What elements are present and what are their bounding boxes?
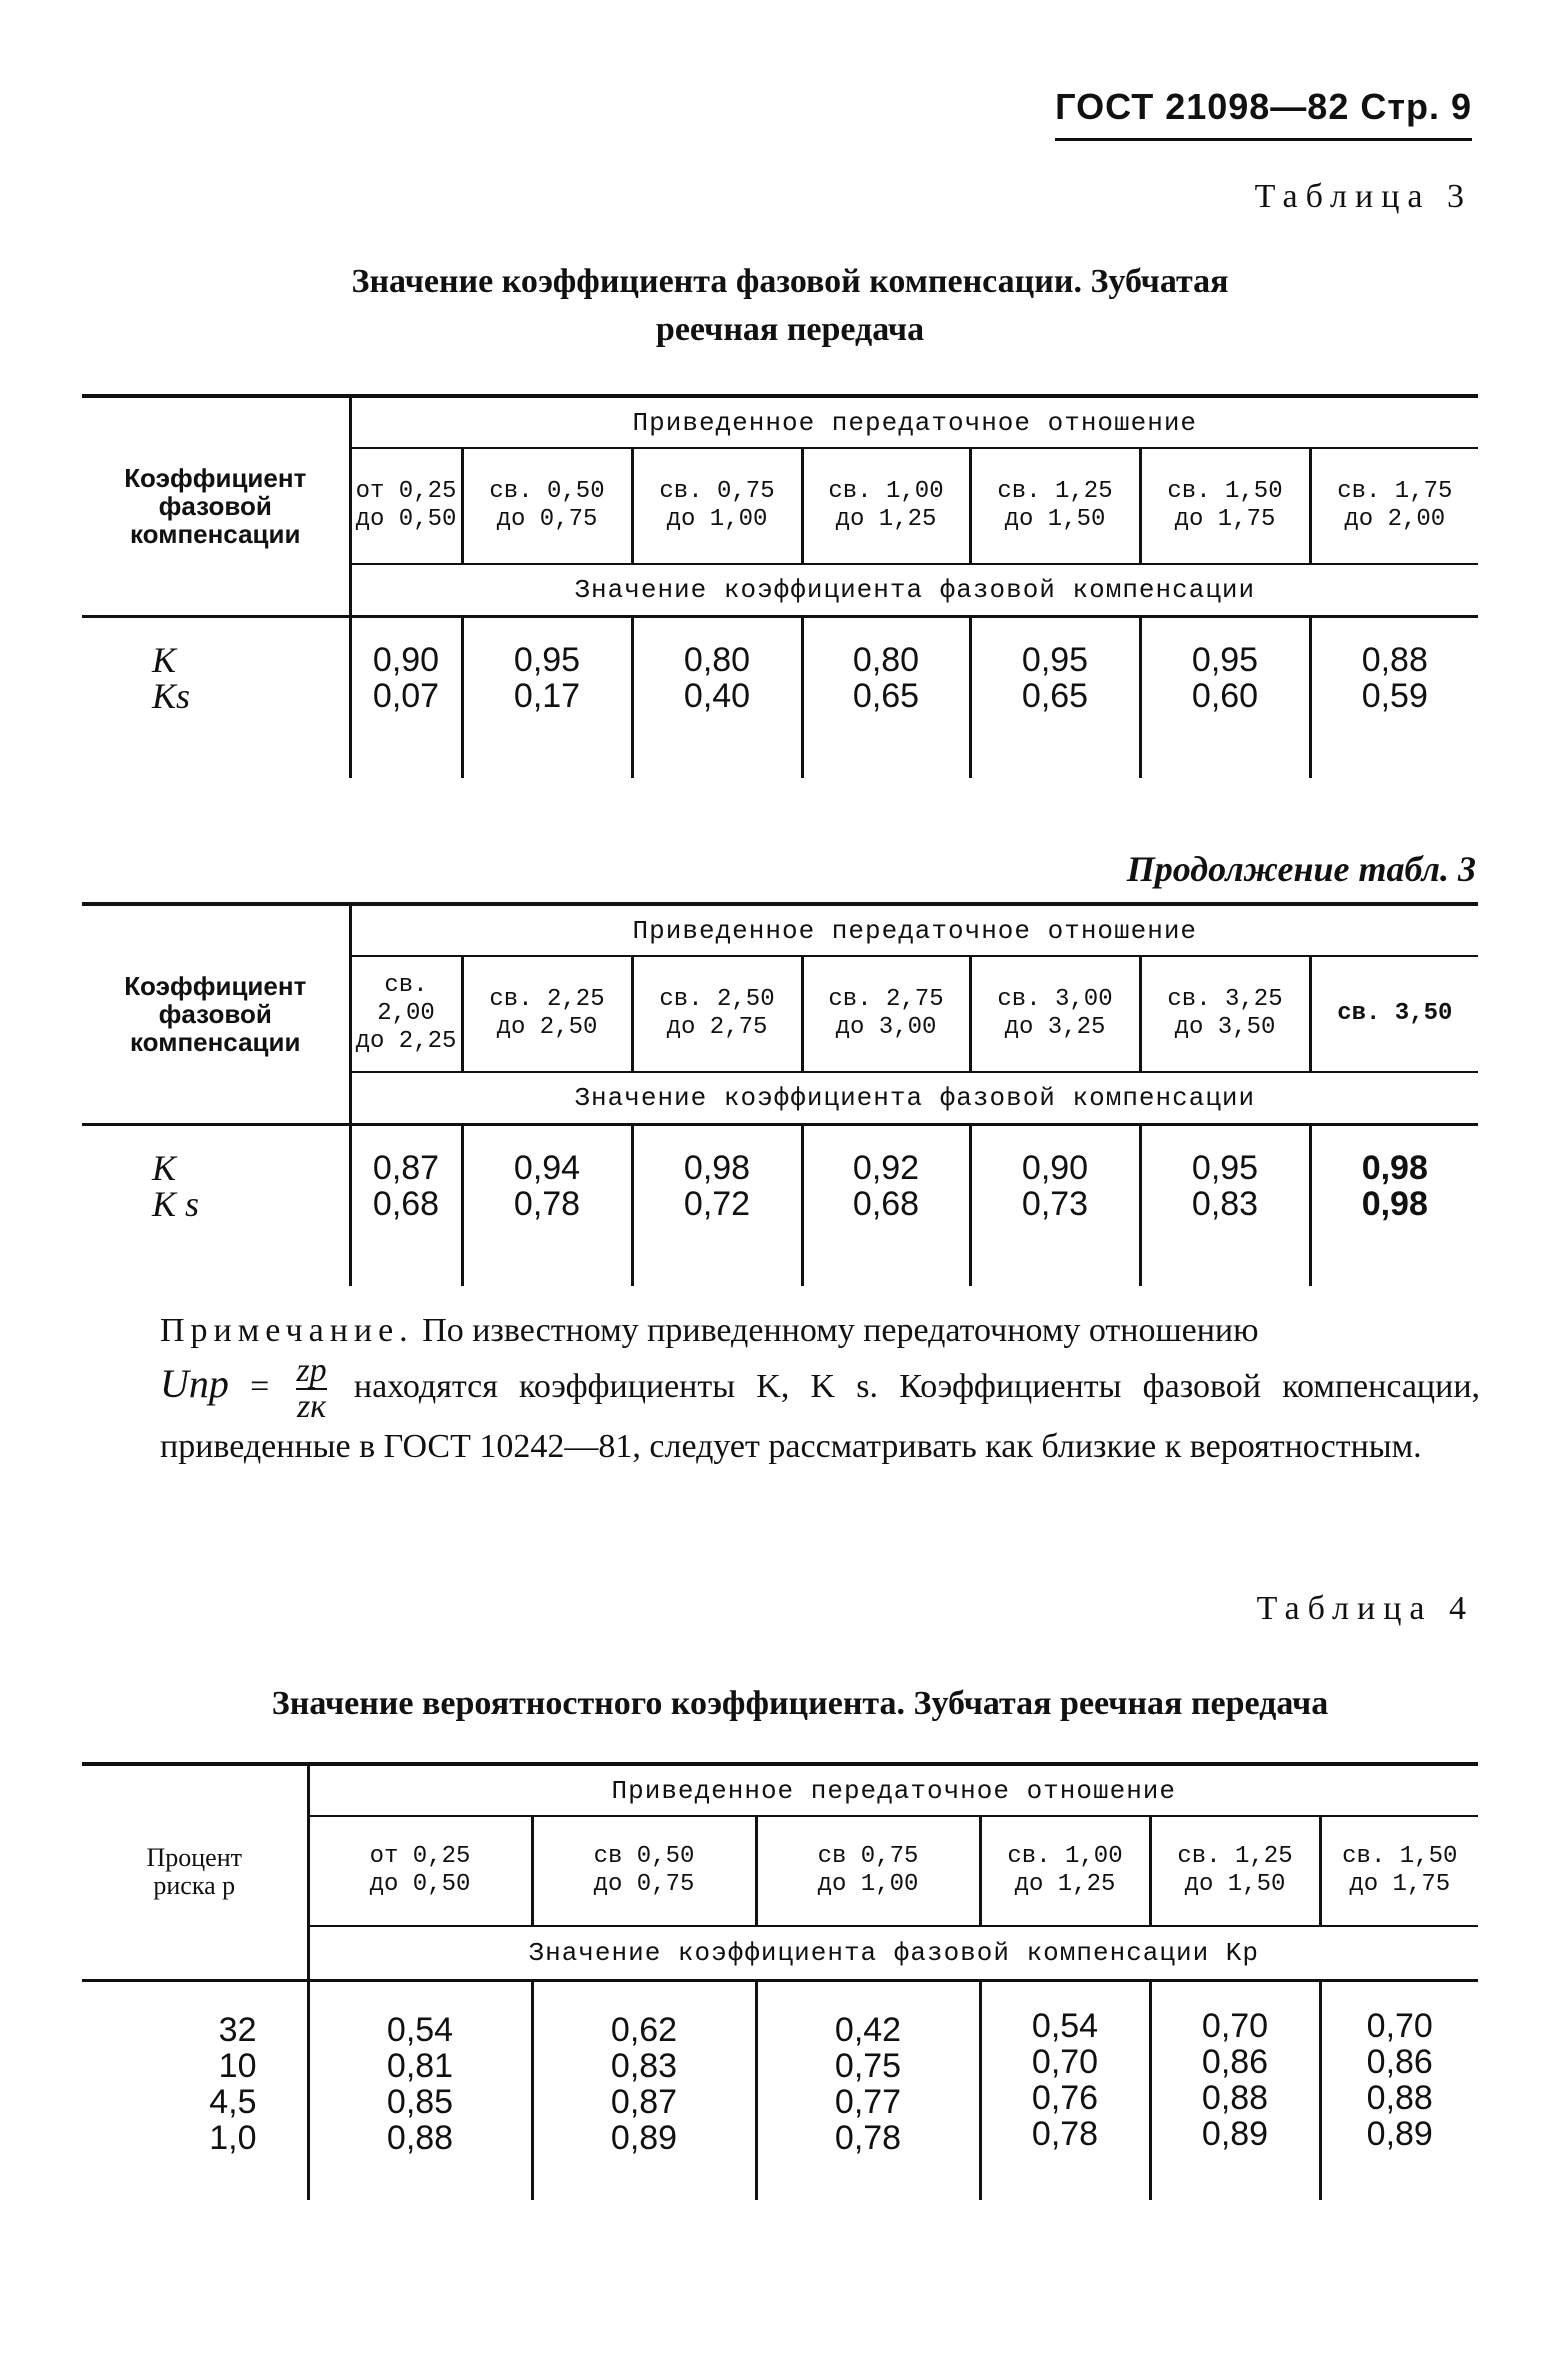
table4-sub-header: Значение коэффициента фазовой компенсации Kp — [308, 1926, 1478, 1980]
table3-continuation — [82, 902, 1478, 1286]
table3b-col-4: св. 2,75 до 3,00 — [802, 956, 970, 1072]
table4-group-header: Приведенное передаточное отношение — [308, 1764, 1478, 1816]
table3-sub-header: Значение коэффициента фазовой компенсации — [350, 564, 1478, 616]
table3-title — [80, 258, 1500, 354]
table3b-col-1: св. 2,00 до 2,25 — [350, 956, 462, 1072]
table3-values-col-2: 0,95 0,17 — [462, 616, 632, 778]
table3b-group-header: Приведенное передаточное отношение — [350, 904, 1478, 956]
table4-col-3: св 0,75 до 1,00 — [756, 1816, 980, 1926]
table3-col-6: св. 1,50 до 1,75 — [1140, 448, 1310, 564]
table4-title: Значение вероятностного коэффициента. Зубчатая реечная передача — [271, 1685, 1329, 1722]
note-fraction: $\frac{zp}{zк}$ — [296, 1352, 327, 1425]
table3-note: Примечание. По известному приведенному передаточному отношению Uпр = $\frac{zp}{zк}$ находятся коэффициенты K, K s. Коэффициенты фазовой компенсации, приведенные в ГОСТ 10242—81, следует рассматривать как близкие к вероятностным. — [160, 1312, 1481, 1465]
table3-values-col-3: 0,80 0,40 — [632, 616, 802, 778]
table4-values-col-1: 0,54 0,81 0,85 0,88 — [308, 1980, 532, 2200]
table3-col-4: св. 1,00 до 1,25 — [802, 448, 970, 564]
table3-values-col-6: 0,95 0,60 — [1140, 616, 1310, 778]
table4-col-1: от 0,25 до 0,50 — [308, 1816, 532, 1926]
note-text3: Коэффициенты фазовой компенсации, приведенные в ГОСТ 10242—81, следует рассматривать как близкие к вероятностным. — [160, 1367, 1481, 1465]
table4-values-col-4: 0,54 0,70 0,76 0,78 — [980, 1980, 1150, 2200]
page-header: ГОСТ 21098—82 Стр. 9 — [1055, 86, 1472, 141]
table3-continuation-label: Продолжение табл. 3 — [1126, 849, 1476, 889]
table3b-sub-header: Значение коэффициента фазовой компенсации — [350, 1072, 1478, 1124]
note-lead: Примечание. — [160, 1312, 414, 1349]
table3-col-5: св. 1,25 до 1,50 — [970, 448, 1140, 564]
table4-col-5: св. 1,25 до 1,50 — [1150, 1816, 1320, 1926]
note-text2: находятся коэффициенты K, K s. — [353, 1367, 878, 1405]
table4-col-2: св 0,50 до 0,75 — [532, 1816, 756, 1926]
table3-col-1: от 0,25 до 0,50 — [350, 448, 462, 564]
note-u: Uпр — [160, 1360, 229, 1406]
table3-group-header: Приведенное передаточное отношение — [350, 396, 1478, 448]
table3b-col-7: св. 3,50 — [1310, 956, 1478, 1072]
table3b-values-col-2: 0,94 0,78 — [462, 1124, 632, 1286]
table3-title-line1: Значение коэффициента фазовой компенсации. Зубчатая — [351, 263, 1229, 300]
table3b-col-2: св. 2,25 до 2,50 — [462, 956, 632, 1072]
table4 — [82, 1762, 1478, 2200]
table4-percent-col: 32 10 4,5 1,0 — [209, 2010, 257, 2157]
table3b-symbols: K K s — [152, 1147, 200, 1224]
table3b-row-header: Коэффициент фазовой компенсации — [82, 904, 350, 1124]
table4-values-col-3: 0,42 0,75 0,77 0,78 — [756, 1980, 980, 2200]
table4-col-6: св. 1,50 до 1,75 — [1320, 1816, 1478, 1926]
table3-values-col-7: 0,88 0,59 — [1310, 616, 1478, 778]
table3b-values-col-5: 0,90 0,73 — [970, 1124, 1140, 1286]
note-text1: По известному приведенному передаточному отношению — [422, 1312, 1259, 1349]
table3b-values-col-1: 0,87 0,68 — [350, 1124, 462, 1286]
table4-values-col-2: 0,62 0,83 0,87 0,89 — [532, 1980, 756, 2200]
table3b-col-6: св. 3,25 до 3,50 — [1140, 956, 1310, 1072]
table4-label: Таблица 4 — [1256, 1590, 1474, 1627]
table3-values-col-5: 0,95 0,65 — [970, 616, 1140, 778]
table3-label: Таблица 3 — [1254, 178, 1472, 215]
table3 — [82, 394, 1478, 778]
table3-title-line2: реечная передача — [655, 311, 925, 348]
table3b-values-col-7: 0,98 0,98 — [1310, 1124, 1478, 1286]
table3-col-3: св. 0,75 до 1,00 — [632, 448, 802, 564]
table3b-values-col-6: 0,95 0,83 — [1140, 1124, 1310, 1286]
table3b-values-col-3: 0,98 0,72 — [632, 1124, 802, 1286]
table4-col-4: св. 1,00 до 1,25 — [980, 1816, 1150, 1926]
table3-values-col-4: 0,80 0,65 — [802, 616, 970, 778]
table3b-col-5: св. 3,00 до 3,25 — [970, 956, 1140, 1072]
table3-values-col-1: 0,90 0,07 — [350, 616, 462, 778]
table4-values-col-5: 0,70 0,86 0,88 0,89 — [1150, 1980, 1320, 2200]
table3-col-7: св. 1,75 до 2,00 — [1310, 448, 1478, 564]
table4-values-col-6: 0,70 0,86 0,88 0,89 — [1320, 1980, 1478, 2200]
table3b-values-col-4: 0,92 0,68 — [802, 1124, 970, 1286]
table3-symbols: K Ks — [152, 639, 191, 716]
table4-row-header: Процент риска p — [82, 1764, 308, 1980]
table3-row-header: Коэффициент фазовой компенсации — [82, 396, 350, 616]
table3-col-2: св. 0,50 до 0,75 — [462, 448, 632, 564]
table3b-col-3: св. 2,50 до 2,75 — [632, 956, 802, 1072]
